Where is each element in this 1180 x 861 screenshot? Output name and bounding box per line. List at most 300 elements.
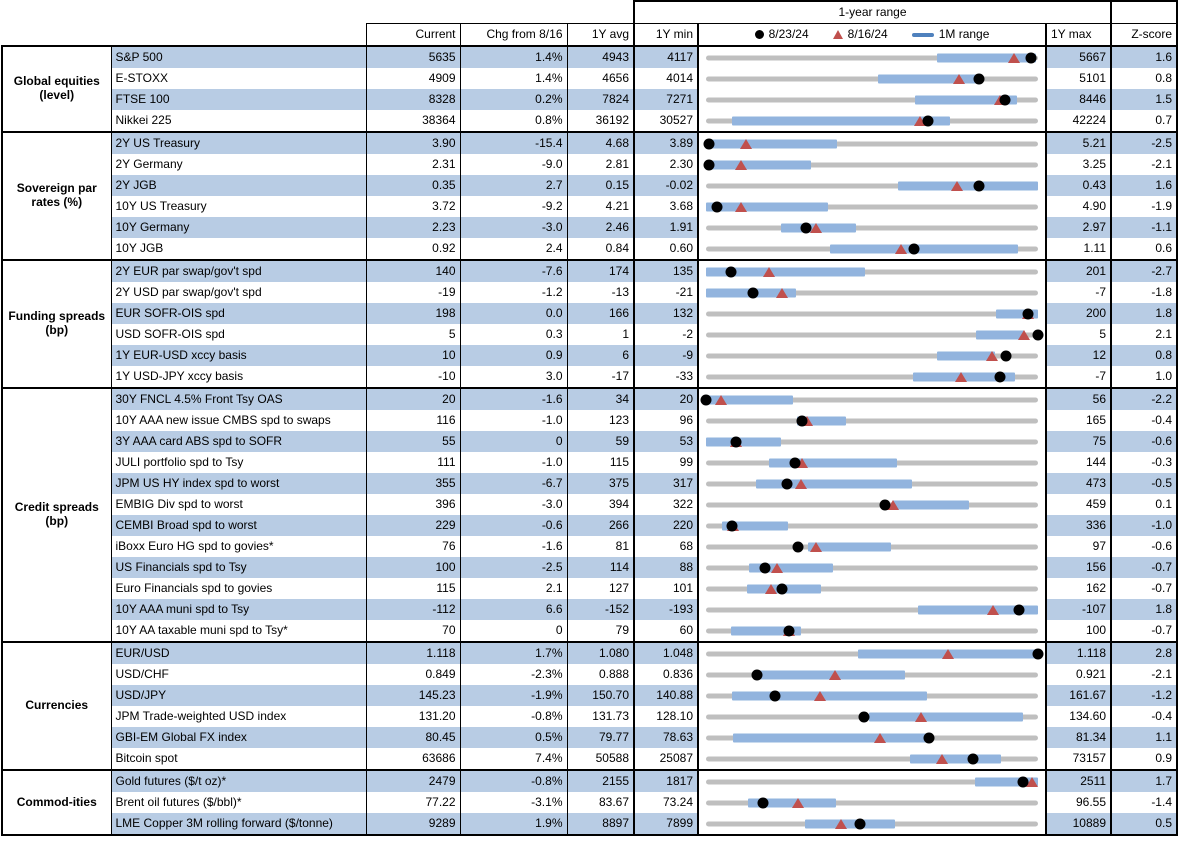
zscore-spacer-cell xyxy=(1111,1,1177,24)
cell-current: -19 xyxy=(366,282,460,303)
cell-1y-max: 134.60 xyxy=(1046,706,1111,727)
previous-value-triangle-marker xyxy=(814,691,826,701)
range-chart-cell xyxy=(698,238,1046,260)
range-chart-inner xyxy=(706,110,1038,131)
previous-value-triangle-marker xyxy=(763,267,775,277)
table-row xyxy=(2,260,1177,282)
range-chart-cell xyxy=(698,46,1046,68)
cell-1y-min: 1817 xyxy=(634,770,698,792)
cell-1y-min: -9 xyxy=(634,345,698,366)
range-chart-inner xyxy=(706,452,1038,473)
range-chart xyxy=(699,557,1045,578)
range-chart-inner xyxy=(706,473,1038,494)
cell-chg-from-8-16: -9.0 xyxy=(460,154,567,175)
cell-current: 10 xyxy=(366,345,460,366)
cell-zscore: -1.4 xyxy=(1111,792,1177,813)
cell-zscore: 0.5 xyxy=(1111,813,1177,835)
cell-zscore: -1.2 xyxy=(1111,685,1177,706)
one-year-range-track xyxy=(706,418,1038,423)
cell-1y-max: 10889 xyxy=(1046,813,1111,835)
cell-chg-from-8-16: 1.9% xyxy=(460,813,567,835)
cell-chg-from-8-16: -7.6 xyxy=(460,260,567,282)
cell-1y-min: 4014 xyxy=(634,68,698,89)
range-chart xyxy=(699,175,1045,196)
one-month-range-bar xyxy=(869,712,1022,721)
range-chart-cell xyxy=(698,452,1046,473)
cell-1y-min: 73.24 xyxy=(634,792,698,813)
range-title: 1-year range xyxy=(634,1,1111,24)
one-month-range-bar xyxy=(898,181,1038,190)
range-chart-cell xyxy=(698,89,1046,110)
table-row xyxy=(2,46,1177,68)
range-chart xyxy=(699,154,1045,175)
one-month-range-legend-icon xyxy=(912,33,934,37)
one-month-range-bar xyxy=(733,733,929,742)
range-chart xyxy=(699,685,1045,706)
table-row xyxy=(2,217,1177,238)
cell-zscore: 1.0 xyxy=(1111,366,1177,388)
range-chart-cell xyxy=(698,303,1046,324)
range-chart xyxy=(699,110,1045,131)
current-value-dot-marker xyxy=(1033,329,1044,340)
row-label: 10Y AAA new issue CMBS spd to swaps xyxy=(111,410,366,431)
cell-chg-from-8-16: -3.0 xyxy=(460,217,567,238)
range-chart-inner xyxy=(706,89,1038,110)
range-chart-inner xyxy=(706,366,1038,387)
cell-current: 0.35 xyxy=(366,175,460,196)
range-chart-cell xyxy=(698,217,1046,238)
row-label: 1Y USD-JPY xccy basis xyxy=(111,366,366,388)
range-chart-inner xyxy=(706,515,1038,536)
previous-value-triangle-marker xyxy=(895,244,907,254)
cell-chg-from-8-16: 6.6 xyxy=(460,599,567,620)
previous-value-triangle-marker xyxy=(829,670,841,680)
previous-value-triangle-marker xyxy=(936,754,948,764)
cell-1y-max: 2.97 xyxy=(1046,217,1111,238)
range-chart-inner xyxy=(706,345,1038,366)
row-label: 10Y AA taxable muni spd to Tsy* xyxy=(111,620,366,642)
range-chart-inner xyxy=(706,771,1038,792)
current-value-dot-marker xyxy=(757,797,768,808)
row-label: FTSE 100 xyxy=(111,89,366,110)
range-chart-cell xyxy=(698,196,1046,217)
range-chart xyxy=(699,727,1045,748)
previous-value-triangle-marker xyxy=(955,372,967,382)
table-row xyxy=(2,727,1177,748)
header-spacer-left-2 xyxy=(2,24,366,47)
row-label: iBoxx Euro HG spd to govies* xyxy=(111,536,366,557)
table-row xyxy=(2,238,1177,260)
range-chart-cell xyxy=(698,813,1046,835)
table-row xyxy=(2,324,1177,345)
range-chart-inner xyxy=(706,536,1038,557)
current-value-dot-marker xyxy=(923,732,934,743)
current-value-dot-marker xyxy=(855,818,866,829)
table-body xyxy=(2,46,1177,835)
table-row xyxy=(2,536,1177,557)
previous-value-triangle-marker xyxy=(942,649,954,659)
row-label: JULI portfolio spd to Tsy xyxy=(111,452,366,473)
row-label: 2Y EUR par swap/gov't spd xyxy=(111,260,366,282)
cell-zscore: -0.7 xyxy=(1111,578,1177,599)
current-value-dot-marker xyxy=(781,478,792,489)
cell-chg-from-8-16: -1.6 xyxy=(460,536,567,557)
cell-1y-max: 201 xyxy=(1046,260,1111,282)
cell-zscore: 1.6 xyxy=(1111,46,1177,68)
previous-value-triangle-marker xyxy=(771,563,783,573)
cell-chg-from-8-16: 2.1 xyxy=(460,578,567,599)
cell-current: 9289 xyxy=(366,813,460,835)
table-row xyxy=(2,154,1177,175)
cell-zscore: -0.3 xyxy=(1111,452,1177,473)
row-label: Euro Financials spd to govies xyxy=(111,578,366,599)
cell-zscore: -0.7 xyxy=(1111,557,1177,578)
cell-1y-max: 4.90 xyxy=(1046,196,1111,217)
cell-1y-avg: 123 xyxy=(567,410,634,431)
cell-1y-max: 200 xyxy=(1046,303,1111,324)
cell-1y-min: 101 xyxy=(634,578,698,599)
range-chart xyxy=(699,536,1045,557)
cell-zscore: -0.6 xyxy=(1111,536,1177,557)
row-label: EUR/USD xyxy=(111,642,366,664)
cell-1y-max: 144 xyxy=(1046,452,1111,473)
range-chart-inner xyxy=(706,748,1038,769)
cell-1y-min: 2.30 xyxy=(634,154,698,175)
cell-1y-avg: 174 xyxy=(567,260,634,282)
current-value-dot-marker xyxy=(726,520,737,531)
cell-current: 0.92 xyxy=(366,238,460,260)
section-label: Commod-ities xyxy=(2,770,111,835)
range-chart xyxy=(699,792,1045,813)
range-chart-inner xyxy=(706,217,1038,238)
range-chart-cell xyxy=(698,410,1046,431)
range-chart xyxy=(699,238,1045,259)
cell-zscore: -2.1 xyxy=(1111,154,1177,175)
previous-value-triangle-marker xyxy=(1018,330,1030,340)
current-value-dot-marker xyxy=(1026,52,1037,63)
range-chart-cell xyxy=(698,599,1046,620)
row-label: LME Copper 3M rolling forward ($/tonne) xyxy=(111,813,366,835)
range-chart-cell xyxy=(698,473,1046,494)
cell-1y-max: 56 xyxy=(1046,388,1111,410)
current-value-dot-marker xyxy=(777,583,788,594)
range-chart-cell xyxy=(698,685,1046,706)
cell-1y-avg: 81 xyxy=(567,536,634,557)
cell-chg-from-8-16: 0.5% xyxy=(460,727,567,748)
cell-chg-from-8-16: -6.7 xyxy=(460,473,567,494)
range-chart-cell xyxy=(698,557,1046,578)
current-value-dot-marker xyxy=(967,753,978,764)
cell-1y-min: -2 xyxy=(634,324,698,345)
range-chart-cell xyxy=(698,345,1046,366)
cell-1y-avg: 266 xyxy=(567,515,634,536)
table-row xyxy=(2,366,1177,388)
cell-1y-avg: 0.84 xyxy=(567,238,634,260)
cell-1y-max: 1.11 xyxy=(1046,238,1111,260)
previous-value-triangle-marker xyxy=(740,139,752,149)
range-chart-inner xyxy=(706,431,1038,452)
row-label: 10Y US Treasury xyxy=(111,196,366,217)
table-row xyxy=(2,578,1177,599)
col-header-zscore: Z-score xyxy=(1111,24,1177,47)
cell-zscore: -0.5 xyxy=(1111,473,1177,494)
table-row xyxy=(2,494,1177,515)
row-label: 3Y AAA card ABS spd to SOFR xyxy=(111,431,366,452)
cell-chg-from-8-16: 1.7% xyxy=(460,642,567,664)
table-row xyxy=(2,431,1177,452)
range-chart-cell xyxy=(698,260,1046,282)
cell-zscore: 1.8 xyxy=(1111,599,1177,620)
cell-current: 229 xyxy=(366,515,460,536)
range-chart-cell xyxy=(698,578,1046,599)
cell-1y-min: 0.60 xyxy=(634,238,698,260)
cell-1y-min: 78.63 xyxy=(634,727,698,748)
range-chart xyxy=(699,196,1045,217)
range-chart-cell xyxy=(698,770,1046,792)
range-chart xyxy=(699,261,1045,282)
cell-1y-min: 322 xyxy=(634,494,698,515)
one-month-range-bar xyxy=(805,819,896,828)
cell-1y-min: 68 xyxy=(634,536,698,557)
cell-1y-min: -21 xyxy=(634,282,698,303)
cell-1y-min: 1.91 xyxy=(634,217,698,238)
current-value-dot-marker xyxy=(792,541,803,552)
cell-1y-avg: 115 xyxy=(567,452,634,473)
cell-1y-avg: 4656 xyxy=(567,68,634,89)
cell-1y-max: 162 xyxy=(1046,578,1111,599)
range-chart-cell xyxy=(698,132,1046,154)
cell-1y-min: 220 xyxy=(634,515,698,536)
cell-zscore: -2.7 xyxy=(1111,260,1177,282)
cell-zscore: 1.5 xyxy=(1111,89,1177,110)
cell-1y-min: 317 xyxy=(634,473,698,494)
cell-1y-avg: 36192 xyxy=(567,110,634,132)
cell-1y-avg: -152 xyxy=(567,599,634,620)
range-chart-inner xyxy=(706,282,1038,303)
cell-chg-from-8-16: 0 xyxy=(460,620,567,642)
previous-value-triangle-marker xyxy=(874,733,886,743)
cell-1y-max: 8446 xyxy=(1046,89,1111,110)
cell-current: 63686 xyxy=(366,748,460,770)
cell-zscore: -2.5 xyxy=(1111,132,1177,154)
cell-zscore: 1.8 xyxy=(1111,303,1177,324)
range-chart xyxy=(699,324,1045,345)
previous-value-triangle-marker xyxy=(953,74,965,84)
cell-current: 198 xyxy=(366,303,460,324)
current-value-dot-marker xyxy=(1033,648,1044,659)
cell-1y-min: 96 xyxy=(634,410,698,431)
range-chart-inner xyxy=(706,238,1038,259)
table-row xyxy=(2,685,1177,706)
cell-1y-min: -33 xyxy=(634,366,698,388)
range-chart xyxy=(699,813,1045,834)
cell-1y-min: 0.836 xyxy=(634,664,698,685)
cell-1y-min: 132 xyxy=(634,303,698,324)
current-value-dot-marker xyxy=(974,73,985,84)
one-month-range-bar xyxy=(878,74,982,83)
cell-zscore: -0.4 xyxy=(1111,410,1177,431)
range-chart-cell xyxy=(698,154,1046,175)
cell-1y-max: 81.34 xyxy=(1046,727,1111,748)
cell-1y-min: 20 xyxy=(634,388,698,410)
row-label: 2Y USD par swap/gov't spd xyxy=(111,282,366,303)
cell-1y-max: 459 xyxy=(1046,494,1111,515)
cell-zscore: 0.8 xyxy=(1111,68,1177,89)
current-value-dot-marker xyxy=(909,243,920,254)
table-row xyxy=(2,89,1177,110)
range-chart-cell xyxy=(698,748,1046,770)
table-row xyxy=(2,303,1177,324)
cell-current: 8328 xyxy=(366,89,460,110)
cell-1y-avg: 131.73 xyxy=(567,706,634,727)
range-chart xyxy=(699,345,1045,366)
range-chart-inner xyxy=(706,664,1038,685)
section-label: Funding spreads (bp) xyxy=(2,260,111,388)
cell-chg-from-8-16: -0.6 xyxy=(460,515,567,536)
row-label: 1Y EUR-USD xccy basis xyxy=(111,345,366,366)
cell-chg-from-8-16: 3.0 xyxy=(460,366,567,388)
cell-zscore: 2.1 xyxy=(1111,324,1177,345)
header-row-2 xyxy=(2,24,1177,47)
range-chart xyxy=(699,473,1045,494)
cell-1y-avg: 4.21 xyxy=(567,196,634,217)
cell-chg-from-8-16: 0.0 xyxy=(460,303,567,324)
one-month-range-bar xyxy=(910,754,1001,763)
range-chart-inner xyxy=(706,706,1038,727)
range-chart-inner xyxy=(706,727,1038,748)
table-row xyxy=(2,388,1177,410)
previous-value-triangle-marker xyxy=(795,479,807,489)
cell-1y-avg: 1 xyxy=(567,324,634,345)
current-value-dot-marker xyxy=(731,436,742,447)
cell-1y-min: 3.68 xyxy=(634,196,698,217)
previous-value-triangle-marker xyxy=(987,605,999,615)
cell-1y-min: 30527 xyxy=(634,110,698,132)
cell-current: 70 xyxy=(366,620,460,642)
col-header-1y-avg: 1Y avg xyxy=(567,24,634,47)
cell-zscore: -1.8 xyxy=(1111,282,1177,303)
cell-current: 2.23 xyxy=(366,217,460,238)
col-header-1y-min: 1Y min xyxy=(634,24,698,47)
cell-1y-max: 3.25 xyxy=(1046,154,1111,175)
cell-1y-avg: 4943 xyxy=(567,46,634,68)
range-chart-cell xyxy=(698,536,1046,557)
current-value-dot-marker xyxy=(1013,604,1024,615)
current-value-dot-marker xyxy=(703,138,714,149)
cell-current: 80.45 xyxy=(366,727,460,748)
cell-1y-avg: 59 xyxy=(567,431,634,452)
cell-1y-min: 99 xyxy=(634,452,698,473)
row-label: Gold futures ($/t oz)* xyxy=(111,770,366,792)
cell-zscore: -0.4 xyxy=(1111,706,1177,727)
range-chart xyxy=(699,89,1045,110)
cell-chg-from-8-16: 0.8% xyxy=(460,110,567,132)
range-chart-cell xyxy=(698,282,1046,303)
range-chart xyxy=(699,771,1045,792)
cell-current: 4909 xyxy=(366,68,460,89)
section-label: Credit spreads (bp) xyxy=(2,388,111,642)
cell-current: 2479 xyxy=(366,770,460,792)
range-chart xyxy=(699,643,1045,664)
cell-zscore: -1.1 xyxy=(1111,217,1177,238)
cell-chg-from-8-16: 2.7 xyxy=(460,175,567,196)
cell-chg-from-8-16: 7.4% xyxy=(460,748,567,770)
col-header-chg: Chg from 8/16 xyxy=(460,24,567,47)
row-label: E-STOXX xyxy=(111,68,366,89)
cell-1y-max: 96.55 xyxy=(1046,792,1111,813)
one-month-range-bar xyxy=(706,160,811,169)
cell-zscore: 0.1 xyxy=(1111,494,1177,515)
current-value-dot-marker xyxy=(801,222,812,233)
cell-1y-avg: 8897 xyxy=(567,813,634,835)
cell-1y-avg: 34 xyxy=(567,388,634,410)
cell-1y-avg: 2155 xyxy=(567,770,634,792)
table-row xyxy=(2,599,1177,620)
cell-zscore: 0.9 xyxy=(1111,748,1177,770)
range-chart xyxy=(699,494,1045,515)
table-row xyxy=(2,770,1177,792)
header-spacer-mid xyxy=(366,1,634,24)
row-label: CEMBI Broad spd to worst xyxy=(111,515,366,536)
cell-current: 55 xyxy=(366,431,460,452)
cell-1y-min: 1.048 xyxy=(634,642,698,664)
range-chart xyxy=(699,217,1045,238)
section-label: Currencies xyxy=(2,642,111,770)
range-chart-inner xyxy=(706,196,1038,217)
cell-1y-max: 75 xyxy=(1046,431,1111,452)
table-row xyxy=(2,642,1177,664)
table-row xyxy=(2,664,1177,685)
cell-1y-max: -7 xyxy=(1046,282,1111,303)
cell-current: 3.72 xyxy=(366,196,460,217)
range-chart-inner xyxy=(706,578,1038,599)
current-value-dot-marker xyxy=(1017,776,1028,787)
cell-1y-min: 3.89 xyxy=(634,132,698,154)
cell-1y-avg: 79 xyxy=(567,620,634,642)
cell-1y-max: 5 xyxy=(1046,324,1111,345)
range-chart-cell xyxy=(698,494,1046,515)
cell-1y-avg: 7824 xyxy=(567,89,634,110)
range-chart-cell xyxy=(698,431,1046,452)
row-label: Bitcoin spot xyxy=(111,748,366,770)
range-chart-inner xyxy=(706,68,1038,89)
cell-current: 0.849 xyxy=(366,664,460,685)
cell-current: 5635 xyxy=(366,46,460,68)
current-value-dot-marker xyxy=(789,457,800,468)
cell-1y-avg: 4.68 xyxy=(567,132,634,154)
range-chart-cell xyxy=(698,366,1046,388)
cell-chg-from-8-16: -15.4 xyxy=(460,132,567,154)
table-row xyxy=(2,132,1177,154)
previous-value-triangle-marker xyxy=(1008,53,1020,63)
current-value-dot-marker xyxy=(759,562,770,573)
cell-chg-from-8-16: 0.2% xyxy=(460,89,567,110)
range-chart xyxy=(699,366,1045,387)
cell-1y-min: -193 xyxy=(634,599,698,620)
cell-1y-max: 42224 xyxy=(1046,110,1111,132)
table-row xyxy=(2,473,1177,494)
legend-bar-label: 1M range xyxy=(938,27,990,42)
cell-current: 77.22 xyxy=(366,792,460,813)
one-month-range-bar xyxy=(732,691,927,700)
cell-1y-min: 25087 xyxy=(634,748,698,770)
range-chart-cell xyxy=(698,664,1046,685)
range-chart xyxy=(699,620,1045,641)
cell-1y-max: 336 xyxy=(1046,515,1111,536)
range-chart-cell xyxy=(698,642,1046,664)
range-chart-cell xyxy=(698,706,1046,727)
cell-1y-min: 4117 xyxy=(634,46,698,68)
